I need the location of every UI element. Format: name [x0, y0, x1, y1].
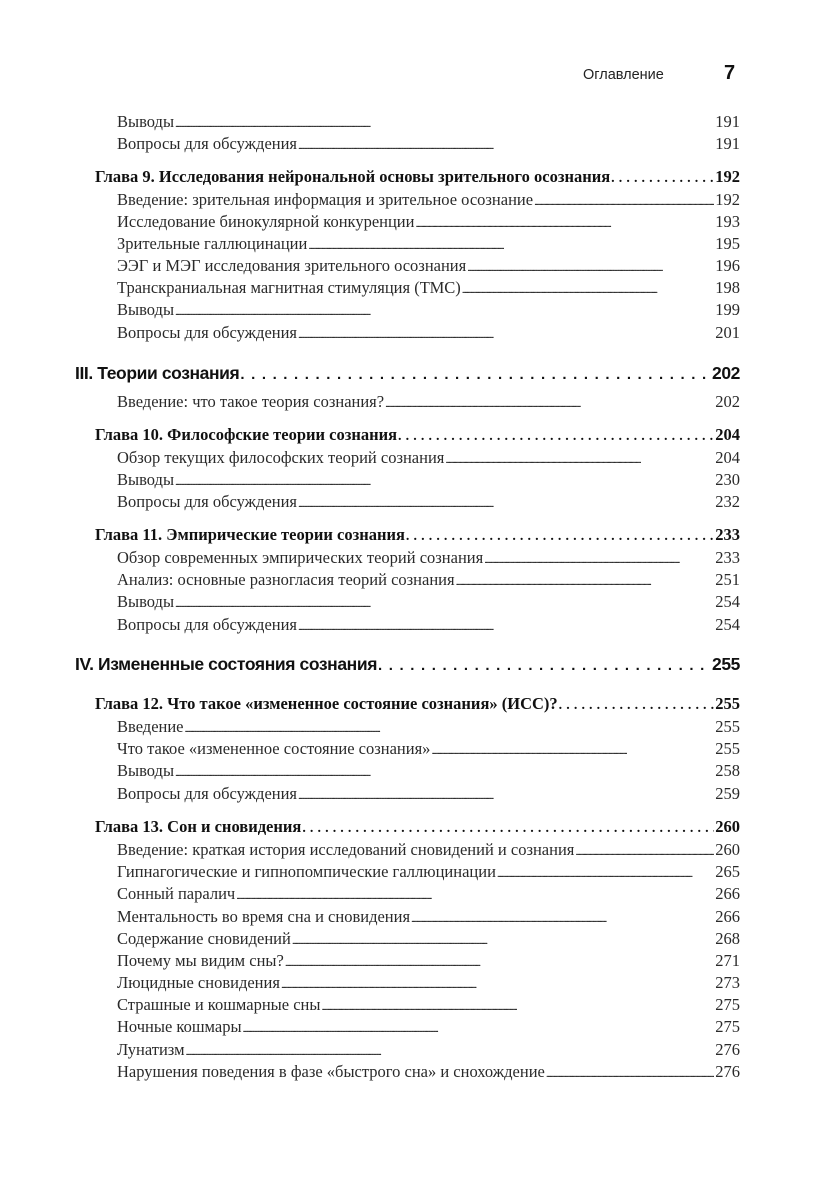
dot-leader: [456, 570, 715, 590]
toc-entry-title: Вопросы для обсуждения: [117, 784, 298, 803]
toc-entry-title: Глава 9. Исследования нейрональной основы зрительного осознания: [95, 167, 611, 186]
toc-entry-page: 202: [712, 363, 740, 383]
toc-entry-title: IV. Измененные состояния сознания: [75, 654, 378, 674]
dot-leader: [292, 929, 714, 949]
dot-leader: [175, 761, 714, 781]
toc-entry-section[interactable]: [117, 570, 740, 590]
toc-entry-page: 255: [715, 739, 740, 758]
toc-entry-section[interactable]: [117, 995, 740, 1015]
toc-entry-title: Что такое «измененное состояние сознания»: [117, 739, 431, 758]
toc-entry-section[interactable]: [117, 761, 740, 781]
toc-entry-page: 233: [715, 525, 740, 544]
dot-leader: [298, 492, 714, 512]
toc-entry-title: Вопросы для обсуждения: [117, 134, 298, 153]
toc-entry-page: 266: [715, 907, 740, 926]
toc-entry-title: Лунатизм: [117, 1040, 185, 1059]
toc-entry-page: 233: [715, 548, 740, 567]
toc-entry-title: ЭЭГ и МЭГ исследования зрительного осознания: [117, 256, 467, 275]
toc-entry-page: 255: [715, 694, 740, 713]
dot-leader: [302, 817, 714, 837]
toc-entry-page: 196: [715, 256, 740, 275]
toc-entry-title: Глава 10. Философские теории сознания: [95, 425, 398, 444]
dot-leader: [243, 1017, 715, 1037]
toc-entry-chapter[interactable]: [95, 425, 740, 445]
toc-entry-section[interactable]: [117, 234, 740, 254]
dot-leader: [611, 167, 714, 187]
dot-leader: [175, 300, 714, 320]
toc-entry-section[interactable]: [117, 112, 740, 132]
toc-entry-title: Обзор современных эмпирических теорий сознания: [117, 548, 484, 567]
toc-entry-page: 201: [715, 323, 740, 342]
toc-entry-section[interactable]: [117, 862, 740, 882]
dot-leader: [385, 392, 714, 412]
toc-entry-title: Сонный паралич: [117, 884, 236, 903]
toc-entry-section[interactable]: [117, 884, 740, 904]
dot-leader: [298, 134, 714, 154]
toc-entry-title: Страшные и кошмарные сны: [117, 995, 321, 1014]
page-number: 7: [724, 62, 736, 84]
toc-entry-page: 255: [712, 654, 740, 674]
dot-leader: [175, 470, 714, 490]
dot-leader: [186, 1040, 715, 1060]
toc-entry-page: 191: [715, 112, 740, 131]
toc-entry-section[interactable]: [117, 1062, 740, 1082]
dot-leader: [236, 884, 714, 904]
toc-entry-section[interactable]: [117, 448, 740, 468]
toc-entry-page: 275: [715, 1017, 740, 1036]
toc-entry-title: Зрительные галлюцинации: [117, 234, 308, 253]
dot-leader: [575, 840, 714, 860]
toc-entry-page: 230: [715, 470, 740, 489]
toc-entry-title: Гипнагогические и гипнопомпические галлюцинации: [117, 862, 496, 881]
toc-entry-page: 192: [715, 190, 740, 209]
toc-entry-chapter[interactable]: [95, 167, 740, 187]
toc-entry-title: Транскраниальная магнитная стимуляция (ТМС): [117, 278, 461, 297]
toc-entry-title: Введение: [117, 717, 184, 736]
toc-entry-title: Введение: зрительная информация и зрительное осознание: [117, 190, 534, 209]
dot-leader: [398, 425, 714, 445]
toc-entry-part[interactable]: [75, 654, 740, 675]
dot-leader: [281, 973, 714, 993]
toc-entry-page: 260: [715, 840, 740, 859]
dot-leader: [185, 717, 715, 737]
toc-entry-section[interactable]: [117, 973, 740, 993]
dot-leader: [415, 212, 714, 232]
toc-entry-title: Нарушения поведения в фазе «быстрого сна» и снохождение: [117, 1062, 545, 1081]
toc-entry-chapter[interactable]: [95, 694, 740, 714]
toc-entry-title: Ментальность во время сна и сновидения: [117, 907, 411, 926]
toc-entry-title: Люцидные сновидения: [117, 973, 280, 992]
toc-entry-page: 271: [715, 951, 740, 970]
toc-entry-section[interactable]: [117, 256, 740, 276]
toc-entry-page: 259: [715, 784, 740, 803]
dot-leader: [559, 694, 715, 714]
toc-entry-title: Введение: краткая история исследований сновидений и сознания: [117, 840, 575, 859]
toc-entry-title: Глава 13. Сон и сновидения: [95, 817, 302, 836]
toc-entry-page: 254: [715, 592, 740, 611]
toc-entry-title: Выводы: [117, 470, 175, 489]
dot-leader: [298, 784, 714, 804]
dot-leader: [431, 739, 714, 759]
toc-entry-page: 260: [715, 817, 740, 836]
toc-entry-section[interactable]: [117, 929, 740, 949]
toc-entry-section[interactable]: [117, 739, 740, 759]
toc-entry-page: 254: [715, 615, 740, 634]
dot-leader: [240, 363, 711, 384]
toc-entry-page: 232: [715, 492, 740, 511]
toc-entry-section[interactable]: [117, 615, 740, 635]
toc-entry-title: Выводы: [117, 761, 175, 780]
toc-entry-section[interactable]: [117, 278, 740, 298]
toc-entry-title: Ночные кошмары: [117, 1017, 242, 1036]
toc-entry-page: 255: [715, 717, 740, 736]
toc-entry-section[interactable]: [117, 1040, 740, 1060]
toc-entry-page: 273: [715, 973, 740, 992]
toc-entry-page: 265: [715, 862, 740, 881]
dot-leader: [406, 525, 714, 545]
toc-entry-title: Вопросы для обсуждения: [117, 615, 298, 634]
toc-entry-section[interactable]: [117, 392, 740, 412]
dot-leader: [534, 190, 714, 210]
dot-leader: [321, 995, 714, 1015]
toc-entry-title: Выводы: [117, 300, 175, 319]
dot-leader: [411, 907, 714, 927]
dot-leader: [298, 615, 714, 635]
toc-entry-chapter[interactable]: [95, 525, 740, 545]
running-header-title: Оглавление: [583, 67, 664, 83]
toc-entry-page: 195: [715, 234, 740, 253]
toc-entry-title: Вопросы для обсуждения: [117, 492, 298, 511]
dot-leader: [175, 592, 714, 612]
toc-entry-section[interactable]: [117, 190, 740, 210]
toc-entry-title: Вопросы для обсуждения: [117, 323, 298, 342]
toc-entry-page: 266: [715, 884, 740, 903]
toc-entry-section[interactable]: [117, 592, 740, 612]
toc-entry-chapter[interactable]: [95, 817, 740, 837]
dot-leader: [546, 1062, 714, 1082]
toc-entry-section[interactable]: [117, 323, 740, 343]
dot-leader: [378, 654, 711, 675]
toc-entry-part[interactable]: [75, 363, 740, 384]
toc-entry-page: 202: [715, 392, 740, 411]
toc-entry-page: 276: [715, 1062, 740, 1081]
dot-leader: [484, 548, 714, 568]
running-header: [0, 62, 839, 90]
dot-leader: [462, 278, 715, 298]
toc-entry-section[interactable]: [117, 548, 740, 568]
dot-leader: [285, 951, 714, 971]
dot-leader: [497, 862, 714, 882]
toc-entry-title: Содержание сновидений: [117, 929, 291, 948]
toc-entry-section[interactable]: [117, 840, 740, 860]
toc-entry-section[interactable]: [117, 951, 740, 971]
toc-entry-section[interactable]: [117, 1017, 740, 1037]
toc-entry-page: 192: [715, 167, 740, 186]
toc-entry-title: Исследование бинокулярной конкуренции: [117, 212, 415, 231]
toc-entry-page: 193: [715, 212, 740, 231]
toc-entry-title: Выводы: [117, 112, 175, 131]
dot-leader: [175, 112, 714, 132]
toc-entry-title: Глава 11. Эмпирические теории сознания: [95, 525, 405, 544]
toc-entry-title: Выводы: [117, 592, 175, 611]
toc-entry-title: Введение: что такое теория сознания?: [117, 392, 385, 411]
toc-entry-section[interactable]: [117, 470, 740, 490]
toc-entry-title: III. Теории сознания: [75, 363, 240, 383]
toc-entry-page: 198: [715, 278, 740, 297]
toc-entry-title: Обзор текущих философских теорий сознания: [117, 448, 445, 467]
toc-entry-section[interactable]: [117, 134, 740, 154]
toc-entry-page: 204: [715, 425, 740, 444]
toc-entry-page: 199: [715, 300, 740, 319]
toc-entry-section[interactable]: [117, 907, 740, 927]
toc-entry-title: Анализ: основные разногласия теорий сознания: [117, 570, 455, 589]
toc-entry-title: Почему мы видим сны?: [117, 951, 284, 970]
toc-entry-section[interactable]: [117, 492, 740, 512]
toc-entry-page: 191: [715, 134, 740, 153]
toc-entry-section[interactable]: [117, 300, 740, 320]
toc-entry-section[interactable]: [117, 784, 740, 804]
dot-leader: [308, 234, 714, 254]
dot-leader: [467, 256, 714, 276]
toc-entry-page: 258: [715, 761, 740, 780]
toc-entry-section[interactable]: [117, 212, 740, 232]
toc-entry-page: 275: [715, 995, 740, 1014]
toc-entry-page: 268: [715, 929, 740, 948]
dot-leader: [445, 448, 714, 468]
toc-entry-page: 251: [715, 570, 740, 589]
toc-entry-page: 204: [715, 448, 740, 467]
toc-entry-title: Глава 12. Что такое «измененное состояние сознания» (ИСС)?: [95, 694, 558, 713]
toc-entry-section[interactable]: [117, 717, 740, 737]
toc-entry-page: 276: [715, 1040, 740, 1059]
dot-leader: [298, 323, 714, 343]
